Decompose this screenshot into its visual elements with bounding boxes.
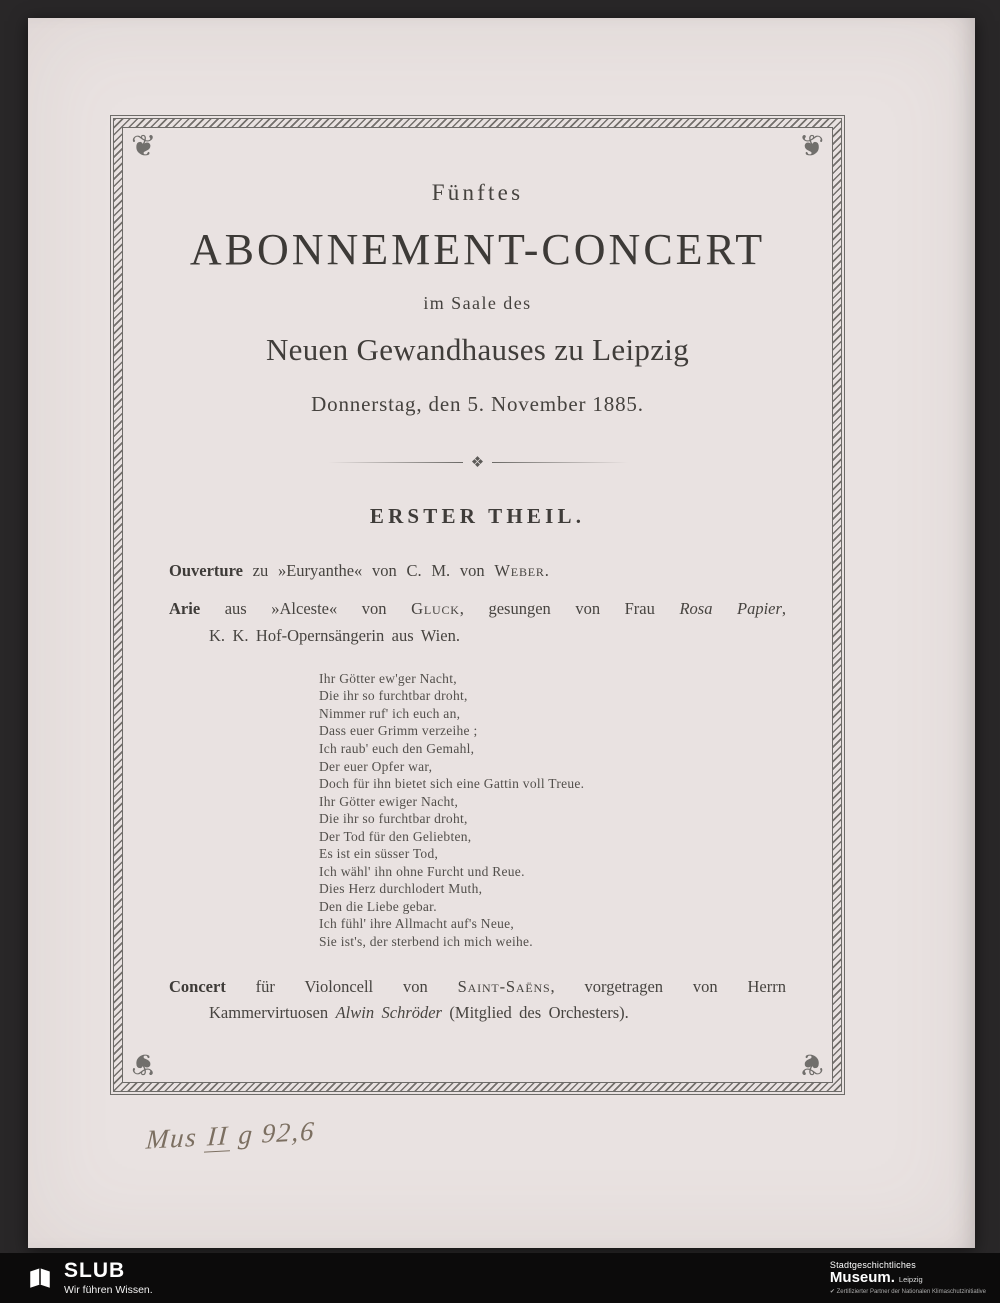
- shelfmark-part: g: [237, 1118, 255, 1150]
- slub-tagline: Wir führen Wissen.: [64, 1283, 153, 1296]
- museum-name: Museum.: [829, 1269, 895, 1287]
- program-item-arie-line2: K. K. Hof-Opernsängerin aus Wien.: [209, 625, 460, 645]
- slub-logo-block: [26, 1260, 153, 1295]
- aria-verse-line: Ihr Götter ewiger Nacht,: [319, 793, 459, 809]
- aria-verse-line: Ihr Götter ew'ger Nacht,: [319, 670, 457, 686]
- work-type: Ouverture: [169, 561, 243, 580]
- corner-ornament-bottom-right: ❦: [798, 1046, 824, 1081]
- aria-verse-line: Der Tod für den Geliebten,: [319, 828, 472, 844]
- composer-name: Saint-Saëns: [457, 976, 551, 996]
- ornamental-divider: [328, 455, 628, 470]
- performer-title: Kammervirtuosen: [209, 1003, 336, 1023]
- decorative-border: [110, 115, 845, 1095]
- work-detail: , gesungen von Frau: [459, 598, 680, 618]
- work-detail: (Mitglied des Orchesters).: [441, 1003, 629, 1023]
- shelfmark-part: Mus: [145, 1121, 199, 1155]
- venue-name: Neuen Gewandhauses zu Leipzig: [265, 332, 690, 367]
- museum-city: Leipzig: [898, 1275, 923, 1285]
- aria-verse-line: Ich fühl' ihre Allmacht auf's Neue,: [319, 916, 515, 932]
- composer-name: Gluck: [411, 598, 460, 618]
- work-type: Arie: [169, 598, 201, 618]
- program-item-arie-line1: [169, 597, 786, 621]
- handwritten-shelfmark: [145, 1115, 324, 1155]
- museum-line1: Stadtgeschichtliches: [829, 1259, 916, 1270]
- shelfmark-part: II: [204, 1120, 231, 1152]
- border-chain-pattern: [113, 118, 842, 1092]
- work-detail: zu »Euryanthe« von C. M. von: [242, 561, 495, 580]
- work-type: Concert: [169, 976, 226, 996]
- aria-verse-line: Den die Liebe gebar.: [319, 898, 437, 914]
- work-detail: aus »Alceste« von: [200, 598, 412, 618]
- section-title: ERSTER THEIL.: [369, 504, 586, 528]
- shelfmark-part: 92,6: [260, 1115, 317, 1149]
- concert-program-page: [28, 18, 975, 1248]
- program-content: [123, 128, 832, 1025]
- border-inner-panel: [122, 127, 833, 1083]
- slub-text-block: [64, 1260, 153, 1295]
- slub-name: SLUB: [64, 1259, 126, 1283]
- aria-verse-line: Die ihr so furchtbar droht,: [319, 688, 468, 704]
- work-detail: für Violoncell von: [225, 976, 458, 996]
- aria-verse-line: Der euer Opfer war,: [319, 758, 433, 774]
- aria-verse-line: Die ihr so furchtbar droht,: [319, 811, 468, 827]
- aria-verse-line: Sie ist's, der sterbend ich mich weihe.: [319, 933, 533, 949]
- performer-name: Rosa Papier: [679, 598, 782, 618]
- divider-line-right: [492, 462, 627, 463]
- venue-intro: im Saale des: [423, 293, 532, 313]
- corner-ornament-top-right: ❦: [798, 129, 824, 164]
- aria-verse-line: Dass euer Grimm verzeihe ;: [319, 723, 478, 739]
- page-title: ABONNEMENT-CONCERT: [189, 225, 766, 274]
- program-item-concert: [169, 975, 786, 1026]
- aria-text-block: [319, 670, 786, 951]
- aria-verse-line: Ich wähl' ihn ohne Furcht und Reue.: [319, 863, 525, 879]
- corner-ornament-bottom-left: ❦: [131, 1046, 157, 1081]
- program-item-concert-line2: [169, 1001, 786, 1025]
- punctuation: ,: [781, 598, 787, 618]
- punctuation: .: [544, 561, 549, 580]
- divider-center-ornament-icon: ❖: [470, 453, 485, 471]
- performer-name: Alwin Schröder: [335, 1003, 442, 1023]
- museum-logo-block: [830, 1261, 992, 1296]
- library-footer-bar: [0, 1253, 1000, 1303]
- museum-name-row: [830, 1270, 986, 1287]
- aria-verse-line: Nimmer ruf' ich euch an,: [319, 705, 461, 721]
- museum-fineprint: ✔ Zertifizierter Partner der Nationalen Klimaschutzinitiative: [829, 1288, 986, 1295]
- corner-ornament-top-left: ❦: [131, 129, 157, 164]
- work-detail: , vorgetragen von Herrn: [550, 976, 786, 996]
- aria-verse-line: Dies Herz durchlodert Muth,: [319, 881, 483, 897]
- program-item-arie: [169, 597, 786, 648]
- concert-date: Donnerstag, den 5. November 1885.: [311, 392, 644, 416]
- program-item-ouverture: [169, 559, 786, 583]
- aria-verse-line: Doch für ihn bietet sich eine Gattin voll Treue.: [319, 776, 585, 792]
- composer-name: Weber: [494, 561, 545, 580]
- book-icon: [26, 1265, 54, 1291]
- aria-verse-line: Ich raub' euch den Gemahl,: [319, 740, 475, 756]
- program-item-concert-line1: [169, 975, 786, 999]
- divider-line-left: [328, 462, 463, 463]
- series-label: Fünftes: [431, 180, 524, 205]
- aria-verse-line: Es ist ein süsser Tod,: [319, 846, 439, 862]
